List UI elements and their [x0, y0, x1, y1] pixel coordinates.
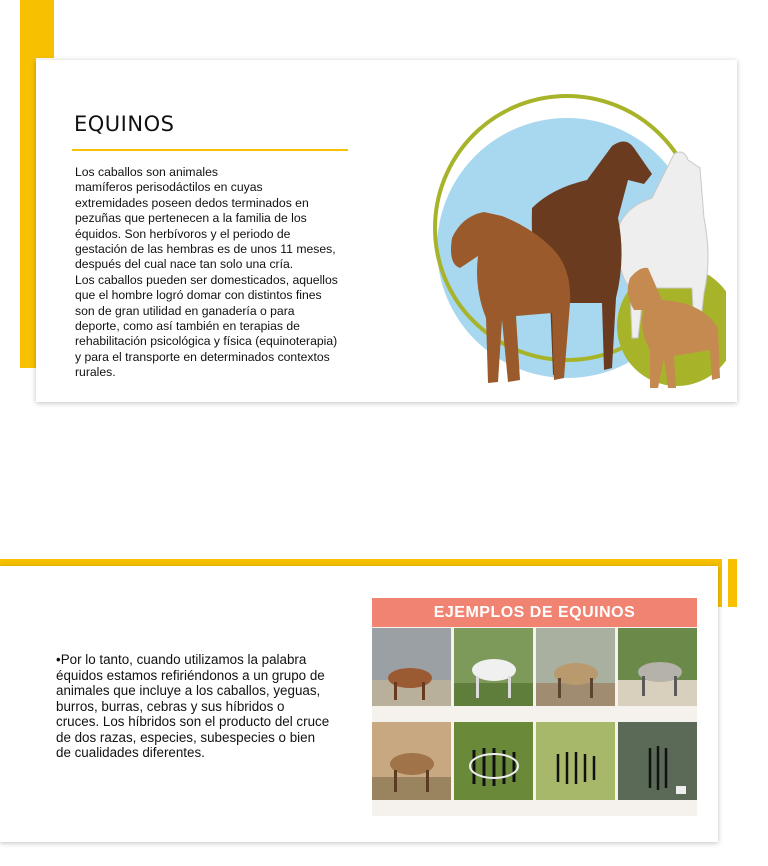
board-title: EJEMPLOS DE EQUINOS: [372, 598, 697, 627]
accent-bar-right-b: [728, 559, 737, 607]
example-photo-8: [618, 722, 697, 800]
slide-title: EQUINOS: [74, 112, 175, 136]
example-photo-4: [618, 628, 697, 706]
example-photo-2: [454, 628, 533, 706]
caption-1: [372, 708, 451, 720]
horses-illustration: [412, 88, 726, 388]
slide-body-text: •Por lo tanto, cuando utilizamos la palabra équidos estamos refiriéndonos a un grupo de animales que incluye a los caballos, yeguas, burros, burras, cebras y sus híbridos o cruces. Los híbridos son el producto del cruce de dos razas, especies, subespecies o bien de cualidades diferentes.: [56, 652, 330, 760]
example-photo-3: [536, 628, 615, 706]
accent-bar-vertical-left: [20, 0, 36, 368]
example-photo-5: [372, 722, 451, 800]
slide-equidos: [0, 566, 718, 842]
example-photo-6: [454, 722, 533, 800]
slide-body-text: Los caballos son animales mamíferos perisodáctilos en cuyas extremidades poseen dedos terminados en pezuñas que pertenecen a la familia de los équidos. Son herbívoros y el periodo de gestación de las hembras es de unos 11 meses, después del cual nace tan solo una cría. Los caballos pueden ser domesticados, aquellos que el hombre logró domar con distintos fines son de gran utilidad en ganadería o para deporte, como así también en terapias de rehabilitación psicológica y física (equinoterapia) y para el transporte en determinados contextos rurales.: [75, 165, 338, 380]
title-underline: [72, 149, 348, 151]
slide-equinos: [36, 60, 737, 402]
examples-board: [372, 598, 697, 816]
example-photo-1: [372, 628, 451, 706]
example-photo-7: [536, 722, 615, 800]
